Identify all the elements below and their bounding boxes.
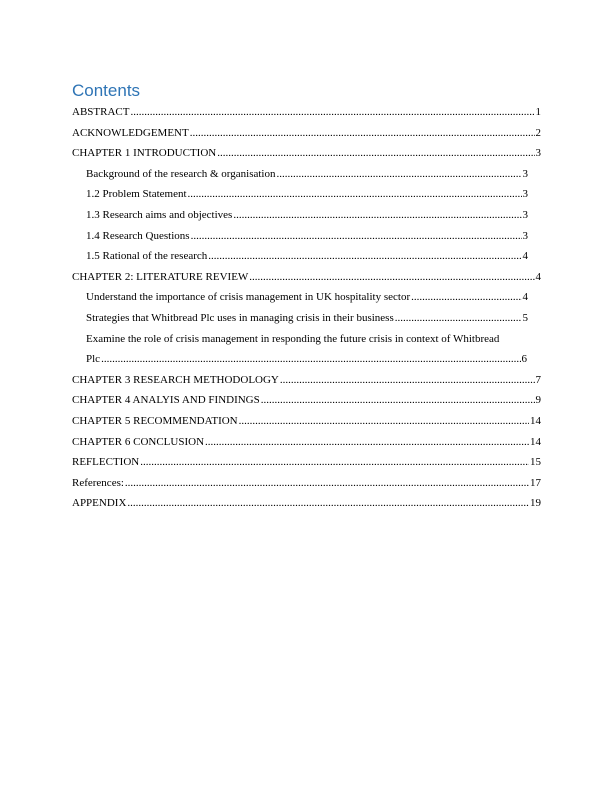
toc-page-number: 19 bbox=[530, 497, 541, 510]
toc-entry-label: CHAPTER 6 CONCLUSION bbox=[72, 435, 205, 448]
toc-entry-abstract[interactable] bbox=[72, 102, 541, 123]
dot-leader bbox=[395, 308, 522, 329]
dot-leader bbox=[191, 226, 522, 247]
toc-title: Contents bbox=[72, 81, 141, 100]
dot-leader bbox=[190, 123, 535, 144]
toc-entry-label: 1.4 Research Questions bbox=[86, 229, 190, 242]
toc-page-number: 3 bbox=[535, 147, 541, 160]
toc-page-number: 3 bbox=[522, 188, 528, 201]
toc-page-number: 9 bbox=[535, 394, 541, 407]
dot-leader bbox=[411, 287, 521, 308]
toc-entry-label: Understand the importance of crisis management in UK hospitality sector bbox=[86, 291, 411, 304]
toc-entry-label: ACKNOWLEDGEMENT bbox=[72, 126, 189, 139]
dot-leader bbox=[261, 390, 535, 411]
toc-page-number: 7 bbox=[535, 373, 541, 386]
toc-entry-background[interactable] bbox=[72, 164, 528, 185]
toc-entry-label-line1: Examine the role of crisis management in responding the future crisis in context of Whitbread bbox=[86, 332, 500, 345]
toc-entry-chapter-1[interactable] bbox=[72, 143, 541, 164]
dot-leader bbox=[130, 102, 534, 123]
toc-page-number: 14 bbox=[530, 435, 541, 448]
table-of-contents bbox=[72, 102, 541, 514]
toc-entry-research-aims[interactable] bbox=[72, 205, 528, 226]
toc-entry-label-line2: Plc bbox=[86, 353, 101, 366]
dot-leader bbox=[125, 473, 529, 494]
toc-entry-label: CHAPTER 1 INTRODUCTION bbox=[72, 147, 217, 160]
toc-entry-acknowledgement[interactable] bbox=[72, 123, 541, 144]
toc-page-number: 17 bbox=[530, 476, 541, 489]
dot-leader bbox=[249, 267, 534, 288]
toc-page-number: 3 bbox=[522, 167, 528, 180]
toc-page-number: 3 bbox=[522, 208, 528, 221]
toc-page-number: 6 bbox=[521, 353, 527, 366]
toc-page-number: 4 bbox=[522, 250, 528, 263]
toc-entry-chapter-6[interactable] bbox=[72, 432, 541, 453]
toc-entry-label: CHAPTER 4 ANALYIS AND FINDINGS bbox=[72, 394, 260, 407]
dot-leader bbox=[280, 370, 535, 391]
toc-entry-label: CHAPTER 3 RESEARCH METHODOLOGY bbox=[72, 373, 279, 386]
toc-page-number: 1 bbox=[535, 106, 541, 118]
toc-entry-reflection[interactable] bbox=[72, 452, 541, 473]
dot-leader bbox=[188, 184, 522, 205]
toc-page-number: 4 bbox=[522, 291, 528, 304]
toc-entry-research-questions[interactable] bbox=[72, 226, 528, 247]
dot-leader bbox=[127, 493, 529, 514]
dot-leader bbox=[277, 164, 522, 185]
dot-leader bbox=[205, 432, 529, 453]
toc-entry-problem-statement[interactable] bbox=[72, 184, 528, 205]
toc-entry-future-crisis-role[interactable] bbox=[72, 329, 541, 370]
dot-leader bbox=[239, 411, 529, 432]
dot-leader bbox=[140, 452, 529, 473]
toc-entry-chapter-5[interactable] bbox=[72, 411, 541, 432]
toc-entry-whitbread-strategies[interactable] bbox=[72, 308, 528, 329]
toc-entry-appendix[interactable] bbox=[72, 493, 541, 514]
toc-entry-label: References: bbox=[72, 476, 124, 489]
toc-entry-label: 1.5 Rational of the research bbox=[86, 250, 208, 263]
toc-entry-chapter-4[interactable] bbox=[72, 390, 541, 411]
toc-page-number: 3 bbox=[522, 229, 528, 242]
toc-page-number: 15 bbox=[530, 456, 541, 469]
toc-page-number: 2 bbox=[535, 126, 541, 139]
toc-page-number: 5 bbox=[522, 311, 528, 324]
toc-page-number: 4 bbox=[535, 270, 541, 283]
toc-entry-chapter-2[interactable] bbox=[72, 267, 541, 288]
toc-entry-label: 1.2 Problem Statement bbox=[86, 188, 187, 201]
toc-entry-label: Strategies that Whitbread Plc uses in managing crisis in their business bbox=[86, 311, 394, 324]
toc-entry-references[interactable] bbox=[72, 473, 541, 494]
toc-entry-label: APPENDIX bbox=[72, 497, 127, 510]
toc-entry-label: REFLECTION bbox=[72, 456, 140, 469]
toc-entry-label: CHAPTER 5 RECOMMENDATION bbox=[72, 414, 238, 427]
toc-entry-label: ABSTRACT bbox=[72, 106, 130, 118]
toc-entry-rational[interactable] bbox=[72, 246, 528, 267]
toc-entry-label: 1.3 Research aims and objectives bbox=[86, 208, 233, 221]
toc-page-number: 14 bbox=[530, 414, 541, 427]
toc-entry-crisis-importance[interactable] bbox=[72, 287, 528, 308]
toc-entry-chapter-3[interactable] bbox=[72, 370, 541, 391]
dot-leader bbox=[208, 246, 521, 267]
dot-leader bbox=[217, 143, 534, 164]
toc-entry-label: Background of the research & organisation bbox=[86, 167, 276, 180]
dot-leader bbox=[233, 205, 521, 226]
dot-leader bbox=[101, 349, 520, 370]
toc-entry-label: CHAPTER 2: LITERATURE REVIEW bbox=[72, 270, 249, 283]
